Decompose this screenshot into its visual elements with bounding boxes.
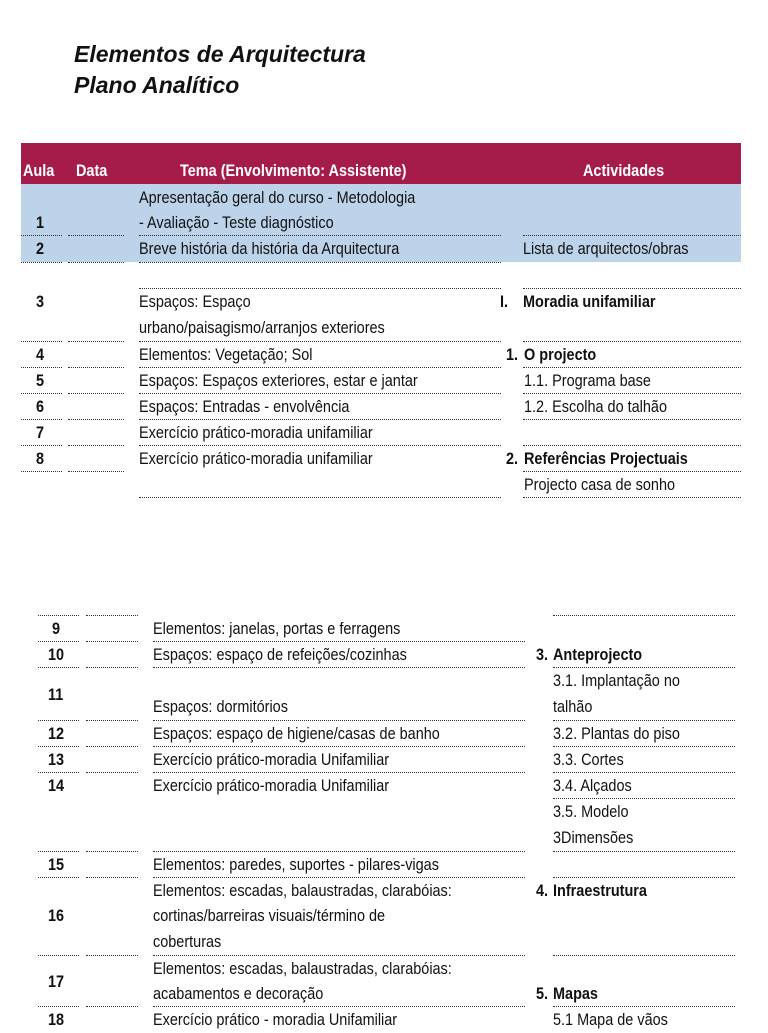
row-14-aula: 14 — [48, 776, 65, 795]
row7-tema: Exercício prático-moradia unifamiliar — [139, 423, 373, 442]
row2-actividades: Lista de arquitectos/obras — [523, 239, 689, 258]
row-17-tema-line1: Elementos: escadas, balaustradas, clarabóias: — [153, 959, 452, 978]
header-actividades: Actividades — [583, 161, 665, 180]
header-aula: Aula — [23, 161, 55, 180]
divider — [68, 367, 124, 368]
divider — [68, 419, 124, 420]
divider — [86, 746, 138, 747]
divider — [86, 955, 138, 956]
divider — [68, 471, 124, 472]
row8-aula: 8 — [36, 449, 45, 468]
row2-aula: 2 — [36, 239, 45, 258]
row5-tema: Espaços: Espaços exteriores, estar e jantar — [139, 371, 418, 390]
row-17-act-num: 5. — [536, 984, 549, 1003]
row1-aula: 1 — [36, 213, 45, 232]
divider — [38, 955, 79, 956]
divider — [86, 851, 138, 852]
divider — [68, 235, 124, 236]
row-15-tema: Elementos: paredes, suportes - pilares-vigas — [153, 855, 439, 874]
divider — [153, 667, 525, 668]
row8-act-num: 2. — [506, 449, 519, 468]
row4-aula: 4 — [36, 345, 45, 364]
row7-aula: 7 — [36, 423, 45, 442]
row-14-tema: Exercício prático-moradia Unifamiliar — [153, 776, 390, 795]
row-16-act-num: 4. — [536, 881, 549, 900]
row3-actividades: Moradia unifamiliar — [523, 292, 656, 311]
row-16-tema-line3: coberturas — [153, 932, 222, 951]
row-model-act-line1: 3.5. Modelo — [553, 802, 629, 821]
row-16-aula: 16 — [48, 906, 65, 925]
divider — [21, 262, 62, 263]
row6-tema: Espaços: Entradas - envolvência — [139, 397, 350, 416]
row-10-actividades: Anteprojecto — [553, 645, 643, 664]
row-16-tema-line1: Elementos: escadas, balaustradas, clarabóias: — [153, 881, 452, 900]
divider — [86, 877, 138, 878]
row-12-aula: 12 — [48, 724, 65, 743]
row-10-tema: Espaços: espaço de refeições/cozinhas — [153, 645, 407, 664]
row-15-aula: 15 — [48, 855, 65, 874]
divider — [523, 497, 741, 498]
header-data: Data — [76, 161, 108, 180]
row6-actividades: 1.2. Escolha do talhão — [524, 397, 667, 416]
divider — [86, 641, 138, 642]
row-10-aula: 10 — [48, 645, 65, 664]
document-title: Elementos de Arquitectura — [74, 41, 366, 67]
divider — [68, 341, 124, 342]
divider — [553, 615, 735, 616]
row4-actividades: O projecto — [524, 345, 597, 364]
row-16-tema-line2: cortinas/barreiras visuais/término de — [153, 906, 386, 925]
row-12-actividades: 3.2. Plantas do piso — [553, 724, 680, 743]
row6-aula: 6 — [36, 397, 45, 416]
row3-tema-line1: Espaços: Espaço — [139, 292, 251, 311]
row-14-actividades: 3.4. Alçados — [553, 776, 632, 795]
divider — [86, 615, 138, 616]
row-17-aula: 17 — [48, 972, 65, 991]
row-13-tema: Exercício prático-moradia Unifamiliar — [153, 750, 390, 769]
row-9-aula: 9 — [52, 619, 61, 638]
row1-tema-line2: - Avaliação - Teste diagnóstico — [139, 213, 334, 232]
row-17-actividades: Mapas — [553, 984, 598, 1003]
header-tema: Tema (Envolvimento: Assistente) — [180, 161, 407, 180]
divider — [139, 262, 501, 263]
row-13-aula: 13 — [48, 750, 65, 769]
divider — [553, 851, 735, 852]
row3-aula: 3 — [36, 292, 45, 311]
row-17-tema-line2: acabamentos e decoração — [153, 984, 324, 1003]
row5-aula: 5 — [36, 371, 45, 390]
divider — [86, 772, 138, 773]
divider — [553, 955, 735, 956]
row-16-actividades: Infraestrutura — [553, 881, 647, 900]
row-11-act-line1: 3.1. Implantação no — [553, 671, 680, 690]
divider — [21, 471, 62, 472]
row3-act-num: I. — [500, 292, 509, 311]
row-13-actividades: 3.3. Cortes — [553, 750, 624, 769]
row3-tema-line2: urbano/paisagismo/arranjos exteriores — [139, 318, 385, 337]
row-11-act-line2: talhão — [553, 697, 593, 716]
divider — [86, 720, 138, 721]
document-subtitle: Plano Analítico — [74, 72, 240, 98]
row9-actividades: Projecto casa de sonho — [524, 475, 676, 494]
divider — [86, 667, 138, 668]
row-11-aula: 11 — [48, 685, 64, 704]
row4-tema: Elementos: Vegetação; Sol — [139, 345, 313, 364]
divider — [139, 497, 501, 498]
row1-tema-line1: Apresentação geral do curso - Metodologia — [139, 188, 416, 207]
row4-act-num: 1. — [506, 345, 519, 364]
divider — [523, 419, 741, 420]
divider — [68, 262, 124, 263]
row-11-tema: Espaços: dormitórios — [153, 697, 288, 716]
row5-actividades: 1.1. Programa base — [524, 371, 651, 390]
row-12-tema: Espaços: espaço de higiene/casas de banho — [153, 724, 440, 743]
row-18-actividades: 5.1 Mapa de vãos — [553, 1010, 668, 1029]
divider — [86, 1006, 138, 1007]
divider — [68, 445, 124, 446]
row-model-act-line2: 3Dimensões — [553, 828, 634, 847]
row8-tema: Exercício prático-moradia unifamiliar — [139, 449, 373, 468]
divider — [38, 877, 79, 878]
row-10-act-num: 3. — [536, 645, 549, 664]
row-9-tema: Elementos: janelas, portas e ferragens — [153, 619, 401, 638]
row8-actividades: Referências Projectuais — [524, 449, 688, 468]
row2-tema: Breve história da história da Arquitectura — [139, 239, 400, 258]
divider — [38, 667, 79, 668]
row-18-tema: Exercício prático - moradia Unifamiliar — [153, 1010, 398, 1029]
row-18-aula: 18 — [48, 1010, 65, 1029]
divider — [68, 393, 124, 394]
